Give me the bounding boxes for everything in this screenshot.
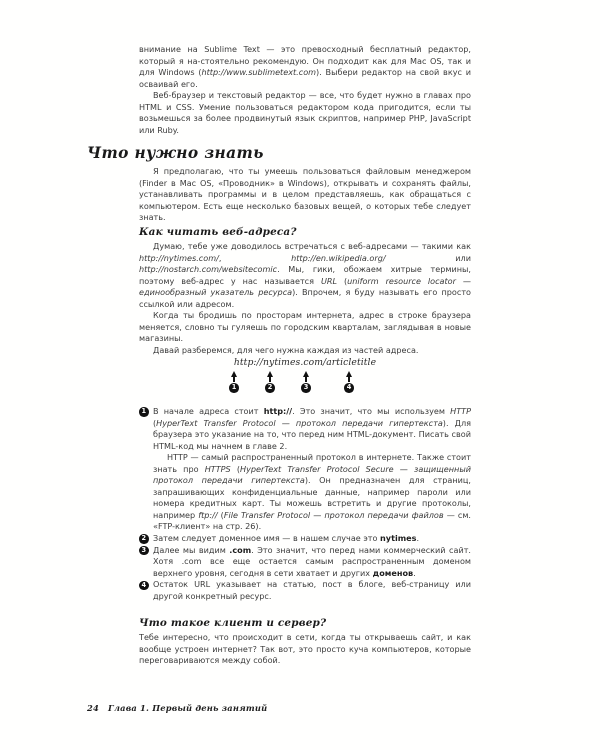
s2p1-f: ). Впрочем, я буду называть его просто ссылкой или адресом. (139, 287, 471, 309)
url-nytimes: http://nytimes.com/ (139, 252, 219, 263)
li3-tld: .com (229, 544, 252, 555)
li1-http-abbr: HTTP (450, 406, 472, 416)
list-bullet-2: 2 (139, 534, 149, 544)
s2p1-a: Думаю, тебе уже доводилось встречаться с веб-адресами — такими как (153, 241, 471, 251)
page-number: 24 (87, 703, 99, 713)
section-heading-what-to-know: Что нужно знать (87, 144, 264, 162)
figure-marker-1 (226, 371, 242, 393)
li3-domains: доменов (372, 567, 414, 578)
list-item (139, 579, 471, 602)
arrow-stem (348, 377, 349, 382)
li1-ftp-expansion: File Transfer Protocol — протокол передачи файлов (223, 509, 444, 520)
li3-c: . (413, 567, 416, 578)
figure-marker-4 (341, 371, 357, 393)
arrow-stem (233, 377, 234, 382)
intro-paragraph-1 (139, 44, 471, 90)
arrow-stem (305, 377, 306, 382)
li1-ftp-scheme: ftp:// (198, 509, 218, 520)
li2-domain-name: nytimes (380, 533, 417, 544)
figure-marker-3 (298, 371, 314, 393)
section1-body (139, 166, 471, 224)
li3-b: . Это значит, что перед нами коммерческий сайт. Хотя .com все еще остается самым распространенным доменом верхнего уровня, сегодня в сети хватает и других (153, 544, 471, 578)
s2p1-c: или (385, 252, 471, 263)
figure-arrow-markers (139, 368, 471, 394)
list-bullet-3: 3 (139, 546, 149, 556)
list-item-1-text (153, 406, 471, 452)
li1-d: ). Для браузера это указание на то, что перед ним HTML-документ. Писать свой HTML-код мы начнем в главе 2. (153, 417, 471, 451)
list-item (139, 533, 471, 545)
li1-sub-c: ). Он предназначен для страниц, запрашивающих конфиденциальные данные, например пароли или номера кредитных карт. Ты можешь встретить и другие протоколы, например (153, 475, 471, 520)
li1-http-expansion: HyperText Transfer Protocol — протокол передачи гипертекста (156, 417, 443, 428)
section3-body (139, 632, 471, 667)
section2-paragraph-1 (139, 241, 471, 310)
li1-https-abbr: HTTPS (204, 463, 231, 474)
intro-p1-text-a: внимание на Sublime Text — это превосходный бесплатный редактор, который я на-стоятельно рекомендую. Он подходит как для Mac OS, так и для Windows ( (139, 44, 471, 78)
section-heading-client-and-server: Что такое клиент и сервер? (139, 617, 327, 629)
list-item (139, 545, 471, 580)
section3-paragraph-1: Тебе интересно, что происходит в сети, когда ты открываешь сайт, и как вообще устроен интернет? Так вот, это просто куча компьютеров, которые переговариваются между собой. (139, 632, 471, 666)
li2-a: Затем следует доменное имя — в нашем случае это (153, 533, 381, 544)
marker-number-4: 4 (344, 383, 354, 393)
url-abbreviation: URL (320, 275, 338, 286)
s2p1-e: ( (337, 275, 348, 286)
marker-number-3: 3 (301, 383, 311, 393)
url-wikipedia: http://en.wikipedia.org/ (291, 252, 386, 263)
li1-b: . Это значит, что мы используем (292, 406, 451, 416)
chapter-title: Глава 1. Первый день занятий (107, 703, 268, 713)
url-nostarch: http://nostarch.com/websitecomic (139, 264, 278, 275)
section1-paragraph-1: Я предполагаю, что ты умеешь пользоваться файловым менеджером (Finder в Mac OS, «Проводник» в Windows), открывать и сохранять файлы, устанавливать программы и в целом представляешь, как обращаться с компьютером. Есть еще несколько базовых вещей, о которых тебе следует знать. (139, 166, 471, 223)
intro-paragraph-2: Веб-браузер и текстовый редактор — все, что будет нужно в главах про HTML и CSS. Умение пользоваться редактором кода пригодится, если ты возьмешься за более продвинутый язык скриптов, например PHP, JavaScript или Ruby. (139, 90, 471, 135)
li1-sub-e: — см. «FTP-клиент» на стр. 26). (153, 509, 471, 532)
li1-c: ( (153, 417, 157, 428)
marker-number-1: 1 (229, 383, 239, 393)
section2-paragraph-3: Давай разберемся, для чего нужна каждая из частей адреса. (153, 344, 419, 355)
list-bullet-4: 4 (139, 581, 149, 591)
s2p1-d: . Мы, гики, обожаем хитрые термины, поэтому веб-адрес у нас называется (139, 264, 471, 286)
list-item-3-text (153, 545, 471, 580)
li2-b: . (416, 533, 420, 544)
li1-https-expansion: HyperText Transfer Protocol Secure — защищенный протокол передачи гипертекста (153, 463, 471, 486)
arrow-stem (269, 377, 270, 382)
intro-p1-text-b: ). Выбери редактор на свой вкус и осваивай его. (139, 67, 471, 89)
url-parts-list (139, 406, 471, 602)
li1-sub-b: ( (230, 463, 240, 474)
marker-number-2: 2 (265, 383, 275, 393)
url-expansion: uniform resource locator — единообразный указатель ресурса (139, 275, 472, 298)
list-item-4-text: Остаток URL указывает на статью, пост в блоге, веб-страницу или другой конкретный ресурс. (153, 579, 471, 601)
li1-sub-a: HTTP — самый распространенный протокол в интернете. Также стоит знать про (153, 452, 471, 474)
figure-url-label: http://nytimes.com/articletitle (233, 357, 377, 368)
list-bullet-1: 1 (139, 407, 149, 417)
list-item-1-subparagraph (153, 452, 471, 533)
section-heading-how-to-read-urls: Как читать веб-адреса? (139, 226, 297, 238)
s2p1-b: , (218, 252, 292, 263)
figure-marker-2 (262, 371, 278, 393)
section2-body (139, 241, 471, 356)
li3-a: Далее мы видим (153, 544, 230, 555)
li1-sub-d: ( (217, 509, 224, 520)
url-anatomy-figure (139, 357, 471, 394)
li1-protocol: http:// (263, 406, 293, 416)
intro-paragraphs (139, 44, 471, 136)
list-item-2-text (153, 533, 471, 545)
section2-paragraph-2: Когда ты бродишь по просторам интернета, адрес в строке браузера меняется, словно ты гуляешь по городским кварталам, заглядывая в новые магазины. (139, 310, 471, 344)
sublimetext-url: http://www.sublimetext.com (201, 67, 317, 78)
page-footer (87, 703, 267, 713)
list-item (139, 406, 471, 533)
li1-a: В начале адреса стоит (153, 406, 264, 416)
